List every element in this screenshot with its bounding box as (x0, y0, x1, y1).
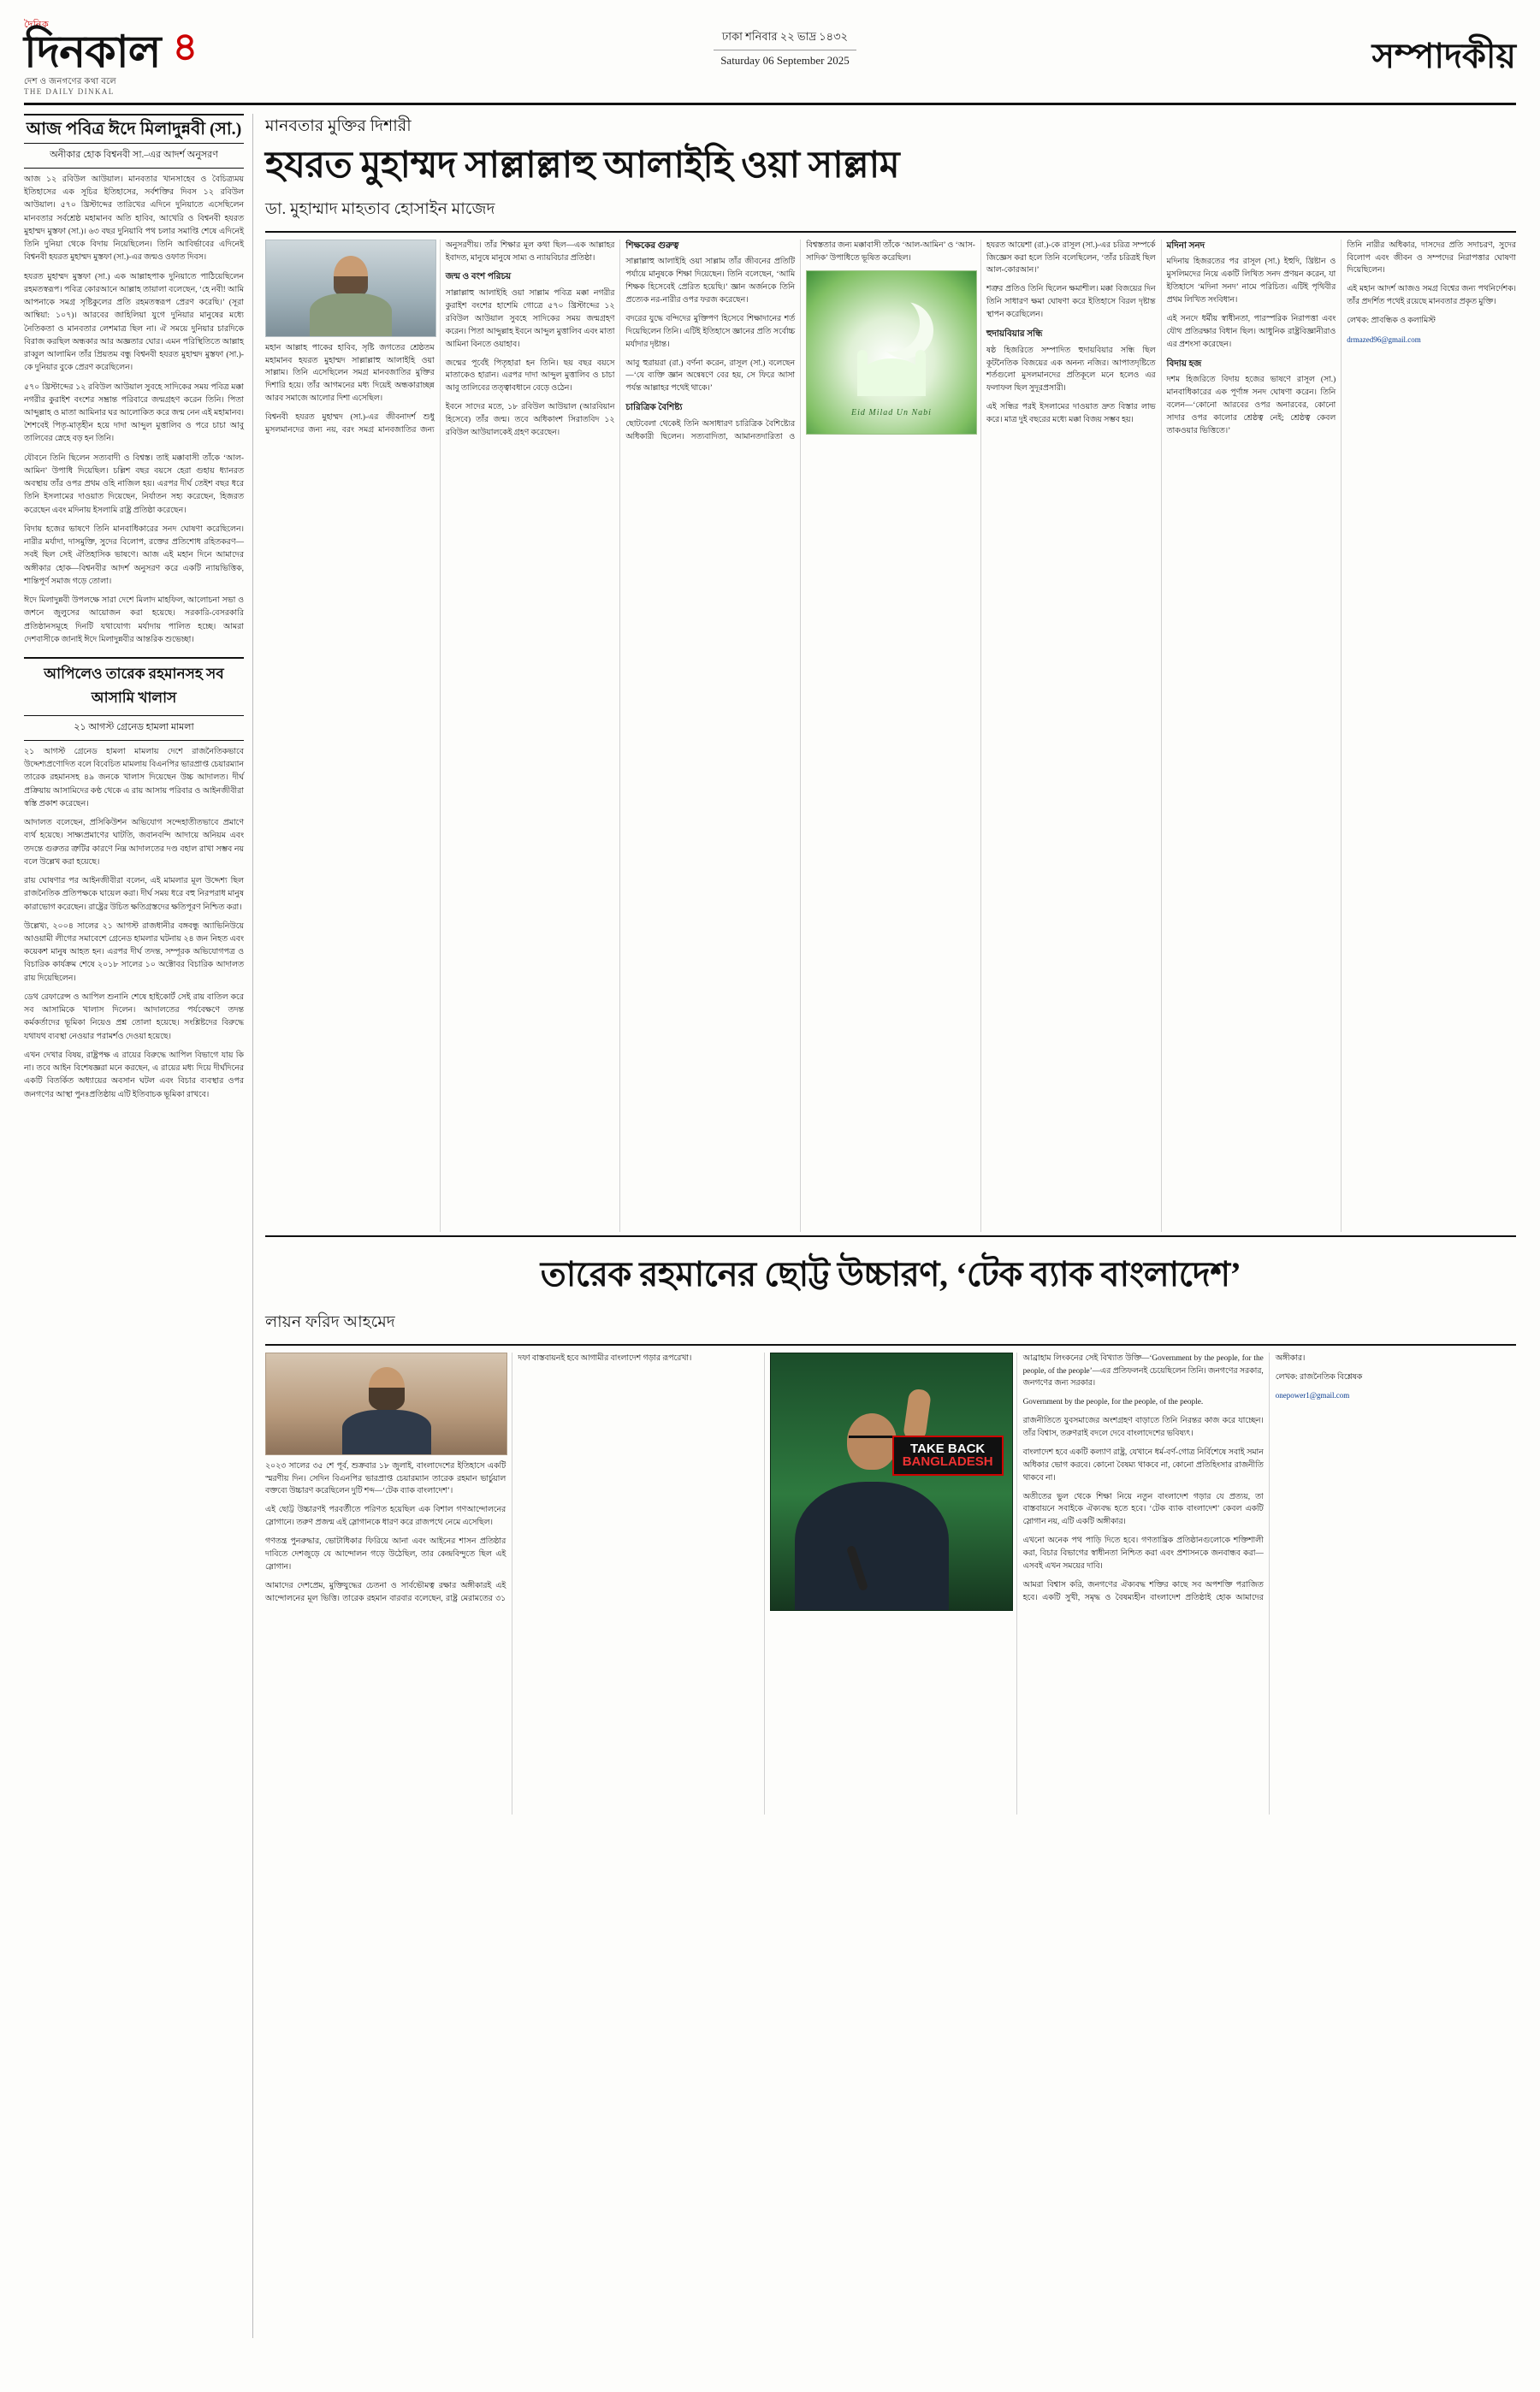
feature-top-headline: হযরত মুহাম্মদ সাল্লাল্লাহু আলাইহি ওয়া সাল্লাম (265, 145, 900, 186)
left-article1-body (24, 174, 244, 647)
logo-kicker: দৈনিক (24, 20, 50, 30)
feature-top (265, 114, 1516, 1232)
paragraph: আমরা বিশ্বাস করি, জনগণের ঐক্যবদ্ধ শক্তির কাছে সব অপশক্তি পরাজিত হবে। একটি সুখী, সমৃদ্ধ ও বৈষম্যহীন বাংলাদেশ প্রতিষ্ঠাই হোক আমাদের অঙ্গীকার। (1022, 1353, 1306, 1602)
subheading: শিক্ষকের গুরুত্ব (625, 240, 679, 251)
logo-english-name: THE DAILY DINKAL (24, 87, 115, 96)
masthead (24, 21, 1516, 105)
paragraph: অতীতের ভুল থেকে শিক্ষা নিয়ে নতুন বাংলাদেশ গড়ার যে প্রত্যয়, তা বাস্তবায়নে সবাইকে ঐক্যবদ্ধ হতে হবে। ‘টেক ব্যাক বাংলাদেশ’ কেবল একটি স্লোগান নয়, এটি একটি অঙ্গীকার। (1022, 1492, 1264, 1527)
author-email[interactable]: drmazed96@gmail.com (1347, 335, 1421, 344)
page-inner (24, 21, 1516, 2371)
page-number: ৪ (172, 25, 198, 68)
paragraph: মদিনায় হিজরতের পর রাসূল (সা.) ইহুদি, খ্রিষ্টান ও মুসলিমদের নিয়ে একটি লিখিত সনদ প্রণয়ন করেন, যা ইতিহাসে ‘মদিনা সনদ’ নামে পরিচিত। এটিই পৃথিবীর প্রথম লিখিত সংবিধান। (1166, 258, 1336, 305)
paragraph: বদরের যুদ্ধে বন্দিদের মুক্তিপণ হিসেবে শিক্ষাদানের শর্ত দিয়েছিলেন তিনি। এটিই ইতিহাসে জ্ঞানের প্রতি সর্বোচ্চ মর্যাদার দৃষ্টান্ত। (625, 314, 796, 349)
crescent-moon-icon (863, 295, 920, 352)
right-column (253, 114, 1516, 2338)
paragraph: বিশ্বনবী হযরত মুহাম্মদ (সা.)-এর জীবনাদর্শ শুধু মুসলমানদের জন্য নয়, বরং সমগ্র মানবজাতির জন্য অনুসরণীয়। তাঁর শিক্ষার মূল কথা ছিল—এক আল্লাহর ইবাদত, মানুষে মানুষে সাম্য ও ন্যায়বিচার প্রতিষ্ঠা। (265, 240, 615, 435)
mosque-dome-shape (860, 358, 923, 396)
feature-bottom (265, 1235, 1516, 1815)
portrait-body-shape (310, 293, 392, 337)
date-bangla: ঢাকা শনিবার ২২ ভাদ্র ১৪৩২ (714, 29, 856, 50)
author-email[interactable]: onepower1@gmail.com (1275, 1391, 1350, 1400)
section-title: সম্পাদকীয় (1371, 37, 1516, 75)
quote: Government by the people, for the people, of the people. (1022, 1398, 1204, 1407)
paragraph: উল্লেখ্য, ২০০৪ সালের ২১ আগস্ট রাজধানীর বঙ্গবন্ধু অ্যাভিনিউয়ে আওয়ামী লীগের সমাবেশে গ্রেনেড হামলার ঘটনায় ২৪ জন নিহত এবং কয়েকশ মানুষ আহত হন। এরপর দীর্ঘ তদন্ত, সম্পূরক অভিযোগপত্র ও বিচারিক কার্যক্রম শেষে ২০১৮ সালের ১০ অক্টোবর বিচারিক আদালত রায় দিয়েছিলেন। (24, 921, 244, 983)
paragraph: এই সন্ধির পরই ইসলামের দাওয়াত দ্রুত বিস্তার লাভ করে। মাত্র দুই বছরের মধ্যে মক্কা বিজয় সম্ভব হয়। (986, 403, 1156, 424)
paragraph: আবু হুরায়রা (রা.) বর্ণনা করেন, রাসূল (সা.) বলেছেন—‘যে ব্যক্তি জ্ঞান অন্বেষণে বের হয়, সে ফিরে আসা পর্যন্ত আল্লাহর পথেই থাকে।’ (625, 358, 796, 394)
feature-top-byline: ডা. মুহাম্মাদ মাহতাব হোসাইন মাজেদ (265, 197, 1516, 233)
feature-bottom-body (265, 1353, 1516, 1815)
paragraph: মহান আল্লাহ পাকের হাবিব, সৃষ্টি জগতের শ্রেষ্ঠতম মহামানব হযরত মুহাম্মদ সাল্লাল্লাহু আলাইহি ওয়া সাল্লাম। তিনি এসেছিলেন সমগ্র মানবজাতির মুক্তির দিশারি হয়ে। তাঁর আগমনের মধ্য দিয়েই অন্ধকারাচ্ছন্ন আরব সমাজে আলোর দিশা এসেছিল। (265, 343, 435, 404)
paragraph: দশম হিজরিতে বিদায় হজের ভাষণে রাসূল (সা.) মানবাধিকারের এক পূর্ণাঙ্গ সনদ ঘোষণা করেন। তিনি বলেন—‘কোনো আরবের ওপর অনারবের, কোনো সাদার ওপর কালোর শ্রেষ্ঠত্ব নেই; শ্রেষ্ঠত্ব কেবল তাকওয়ার ভিত্তিতে।’ (1166, 376, 1336, 435)
masthead-date-block (198, 21, 1371, 68)
subheading: জন্ম ও বংশ পরিচয় (445, 272, 512, 282)
paragraph: ২০২৩ সালের ৩৫ শে পূর্ব, শুক্রবার ১৮ জুলাই, বাংলাদেশের ইতিহাসে একটি স্মরণীয় দিন। সেদিন বিএনপির ভারপ্রাপ্ত চেয়ারম্যান তারেক রহমান ভার্চুয়াল বক্তব্যে উচ্চারণ করেছিলেন দুটি শব্দ—‘টেক ব্যাক বাংলাদেশ’। (265, 1461, 506, 1496)
logo-title: দিনকাল (24, 28, 161, 77)
feature-top-kicker: মানবতার মুক্তির দিশারী (265, 117, 412, 135)
paragraph: এই ছোট্ট উচ্চারণই পরবর্তীতে পরিণত হয়েছিল এক বিশাল গণআন্দোলনের স্লোগানে। তরুণ প্রজন্ম এই স্লোগানকে ধারণ করে রাজপথে নেমে এসেছিল। (265, 1506, 506, 1528)
left-column (24, 114, 253, 2338)
columnist-portrait-photo (265, 1353, 507, 1455)
portrait-beard-shape (369, 1388, 405, 1412)
masthead-left (24, 21, 198, 96)
speaker-body-shape (795, 1482, 949, 1610)
paragraph: বিদায় হজের ভাষণে তিনি মানবাধিকারের সনদ ঘোষণা করেছিলেন। নারীর মর্যাদা, দাসমুক্তি, সুদের বিলোপ, রক্তের প্রতিশোধ রহিতকরণ—সবই ছিল সেই ঐতিহাসিক ভাষণে। আজ এই মহান দিনে আমাদের অঙ্গীকার হোক—বিশ্বনবীর আদর্শ অনুসরণ করে একটি ন্যায়ভিত্তিক, শান্তিপূর্ণ সমাজ গড়ে তোলা। (24, 524, 244, 586)
paragraph: ইবনে সাদের মতে, ১৮ রবিউল আউয়াল (আরবিয়ান হিসেবে) তাঁর জন্ম। তবে অধিকাংশ সিরাতবিদ ১২ রবিউল আউয়ালকেই গ্রহণ করেছেন। (445, 403, 615, 437)
glasses-icon (849, 1436, 895, 1448)
subheading: মদিনা সনদ (1166, 240, 1205, 251)
date-english: Saturday 06 September 2025 (720, 54, 850, 67)
paragraph: আজ ১২ রবিউল আউয়াল। মানবতার খানসাহেব ও বৈচিত্র্যময় ইতিহাসের এক সূচির ইতিহাসের, সর্বশক্তির দিবস ১২ রবিউল আউয়াল। ৫৭০ খ্রিস্টাব্দের তারিখের এদিনে দুনিয়াতে এসেছিলেন মানবতার সর্বশ্রেষ্ঠ মহামানব অতি হাবিব, আখেরি ও বিশ্বনবী হযরত মুহাম্মদ মুস্তফা (সা.)। ৬৩ বছর দুনিয়াবি পথ চলার সমাপ্তি শেষে এদিনেই তিনি দুনিয়া থেকে বিদায় নিয়েছিলেন। তিনি আবির্ভাবের এদিনেই বিশ্বনবী হযরত মুহাম্মদ মুস্তফা (সা.)-এর জন্মও ওফাত দিবস। (24, 175, 244, 263)
paragraph: রায় ঘোষণার পর আইনজীবীরা বলেন, এই মামলার মূল উদ্দেশ্য ছিল রাজনৈতিক প্রতিপক্ষকে ঘায়েল করা। দীর্ঘ সময় ধরে বহু নিরপরাধ মানুষ কারাভোগ করেছেন। রাষ্ট্রের উচিত ক্ষতিগ্রস্তদের ক্ষতিপূরণ নিশ্চিত করা। (24, 877, 244, 912)
paragraph: সাল্লাল্লাহু আলাইহি ওয়া সাল্লাম তাঁর জীবনের প্রতিটি পর্যায়ে মানুষকে শিক্ষা দিয়েছেন। তিনি বলেছেন, ‘আমি শিক্ষক হিসেবেই প্রেরিত হয়েছি।’ জ্ঞান অর্জনকে তিনি প্রত্যেক নর-নারীর ওপর ফরজ করেছেন। (625, 258, 796, 305)
paragraph: ২১ আগস্ট গ্রেনেড হামলা মামলায় দেশে রাজনৈতিকভাবে উদ্দেশ্যপ্রণোদিত বলে বিবেচিত মামলায় বিএনপির ভারপ্রাপ্ত চেয়ারম্যান তারেক রহমানসহ ৪৯ জনকে খালাস দিয়েছেন উচ্চ আদালত। দীর্ঘ প্রক্রিয়ায় আসামিদের কণ্ঠ থেকে এ রায় আসায় পরিবার ও আইনজীবীরা স্বস্তি প্রকাশ করেছেন। (24, 747, 244, 808)
paragraph: ডেথ রেফারেন্স ও আপিল শুনানি শেষে হাইকোর্ট সেই রায় বাতিল করে সব আসামিকে খালাস দিলেন। আদালতের পর্যবেক্ষণে তদন্ত কর্মকর্তাদের ভূমিকা নিয়েও প্রশ্ন তোলা হয়েছে। সংশ্লিষ্টদের বিরুদ্ধে যথাযথ ব্যবস্থা নেওয়ার পরামর্শও দেওয়া হয়েছে। (24, 992, 244, 1041)
take-back-bangladesh-banner (892, 1436, 1004, 1477)
page-body (24, 114, 1516, 2338)
feature-top-body (265, 240, 1516, 1232)
left-article2-headline: আপিলেও তারেক রহমানসহ সব আসামি খালাস (24, 657, 244, 716)
banner-line-1: TAKE BACK (910, 1441, 986, 1456)
paragraph: তিনি নারীর অধিকার, দাসদের প্রতি সদাচরণ, সুদের বিলোপ এবং জীবন ও সম্পদের নিরাপত্তার ঘোষণা দিয়েছিলেন। (1347, 240, 1516, 275)
paragraph: এখন দেখার বিষয়, রাষ্ট্রপক্ষ এ রায়ের বিরুদ্ধে আপিল বিভাগে যায় কি না। তবে আইন বিশেষজ্ঞরা মনে করছেন, এ রায়ের মধ্য দিয়ে দীর্ঘদিনের একটি বিতর্কিত অধ্যায়ের অবসান ঘটল এবং বিচার ব্যবস্থার ওপর জনগণের আস্থা পুনঃপ্রতিষ্ঠায় এটি ইতিবাচক ভূমিকা রাখবে। (24, 1051, 244, 1099)
paragraph: গণতন্ত্র পুনরুদ্ধার, ভোটাধিকার ফিরিয়ে আনা এবং আইনের শাসন প্রতিষ্ঠার দাবিতে দেশজুড়ে যে আন্দোলন গড়ে উঠেছিল, তার কেন্দ্রবিন্দুতে ছিল এই স্লোগান। (265, 1537, 506, 1572)
left-article1-header (24, 114, 244, 144)
paragraph: হযরত আয়েশা (রা.)-কে রাসূল (সা.)-এর চরিত্র সম্পর্কে জিজ্ঞেস করা হলে তিনি বলেছিলেন, ‘তাঁর চরিত্রই ছিল আল-কোরআন।’ (986, 240, 1156, 275)
logo-tagline: দেশ ও জনগণের কথা বলে (24, 77, 116, 86)
left-article1-subhead: অনীকার হোক বিশ্বনবী সা.–এর আদর্শ অনুসরণ (24, 144, 244, 169)
paragraph: এই মহান আদর্শ আজও সমগ্র বিশ্বের জন্য পথনির্দেশক। তাঁর প্রদর্শিত পথেই রয়েছে মানবতার প্রকৃত মুক্তি। (1347, 285, 1516, 307)
paragraph: এই সনদে ধর্মীয় স্বাধীনতা, পারস্পরিক নিরাপত্তা এবং যৌথ প্রতিরক্ষার বিধান ছিল। আধুনিক রাষ্ট্রবিজ্ঞানীরাও এর প্রশংসা করেছেন। (1166, 314, 1336, 349)
left-article1-headline: আজ পবিত্র ঈদে মিলাদুন্নবী (সা.) (26, 120, 242, 139)
feature-bottom-headline: তারেক রহমানের ছোট্ট উচ্চারণ, ‘টেক ব্যাক বাংলাদেশ’ (540, 1254, 1241, 1294)
left-article2-body (24, 746, 244, 1102)
paragraph: শত্রুর প্রতিও তিনি ছিলেন ক্ষমাশীল। মক্কা বিজয়ের দিন তিনি সাধারণ ক্ষমা ঘোষণা করে ইতিহাসে বিরল দৃষ্টান্ত স্থাপন করেছিলেন। (986, 285, 1156, 320)
rally-speech-photo (770, 1353, 1012, 1611)
paragraph: আমাদের দেশপ্রেম, মুক্তিযুদ্ধের চেতনা ও সার্বভৌমত্ব রক্ষার অঙ্গীকারই এই আন্দোলনের মূল ভিত্তি। তারেক রহমান বারবার বলেছেন, রাষ্ট্র মেরামতের ৩১ দফা বাস্তবায়নই হবে আগামীর বাংলাদেশ গড়ার রূপরেখা। (265, 1353, 692, 1603)
newspaper-logo[interactable] (24, 21, 160, 96)
paragraph: আব্রাহাম লিংকনের সেই বিখ্যাত উক্তি—‘Government by the people, for the people, of the people’—এর প্রতিফলনই চেয়েছিলেন তিনি। জনগণের সরকার, জনগণের জন্য সরকার। (1022, 1353, 1264, 1388)
paragraph: আদালত বলেছেন, প্রসিকিউশন অভিযোগ সন্দেহাতীতভাবে প্রমাণে ব্যর্থ হয়েছে। সাক্ষ্যপ্রমাণের ঘাটতি, জবানবন্দি আদায়ে অনিয়ম এবং তদন্তে গুরুতর ত্রুটির কারণে নিম্ন আদালতের দণ্ড বহাল রাখা সম্ভব নয় বলে উল্লেখ করা হয়েছে। (24, 819, 244, 867)
paragraph: ৫৭০ খ্রিস্টাব্দের ১২ রবিউল আউয়াল সুবহে সাদিকের সময় পবিত্র মক্কা নগরীর কুরাইশ বংশের সম্ভ্রান্ত পরিবারে জন্মগ্রহণ করেন তিনি। পিতা আব্দুল্লাহ ও মাতা আমিনার ঘর আলোকিত করে জন্ম নেন এই মহামানব। শৈশবেই পিতৃ-মাতৃহীন হয়ে দাদা আব্দুল মুত্তালিব ও পরে চাচা আবু তালিবের স্নেহে বড় হন তিনি। (24, 382, 244, 444)
paragraph: বাংলাদেশ হবে একটি কল্যাণ রাষ্ট্র, যেখানে ধর্ম-বর্ণ-গোত্র নির্বিশেষে সবাই সমান অধিকার ভোগ করবে। কোনো বৈষম্য থাকবে না, কোনো প্রতিহিংসার রাজনীতি থাকবে না। (1022, 1448, 1264, 1483)
paragraph: ষষ্ঠ হিজরিতে সম্পাদিত হুদায়বিয়ার সন্ধি ছিল কূটনৈতিক বিজয়ের এক অনন্য নজির। আপাতদৃষ্টিতে শর্তগুলো মুসলমানদের প্রতিকূলে মনে হলেও এর ফলাফল ছিল সুদূরপ্রসারী। (986, 346, 1156, 394)
paragraph: ঈদে মিলাদুন্নবী উপলক্ষে সারা দেশে মিলাদ মাহফিল, আলোচনা সভা ও জশনে জুলুসের আয়োজন করা হয়েছে। সরকারি-বেসরকারি প্রতিষ্ঠানসমূহে দিনটি যথাযোগ্য মর্যাদায় পালিত হচ্ছে। আমরা দেশবাসীকে জানাই ঈদে মিলাদুন্নবীর আন্তরিক শুভেচ্ছা। (24, 596, 244, 644)
eid-greeting-image (806, 270, 977, 435)
paragraph: যৌবনে তিনি ছিলেন সত্যবাদী ও বিশ্বস্ত। তাই মক্কাবাসী তাঁকে ‘আল-আমিন’ উপাধি দিয়েছিল। চল্লিশ বছর বয়সে হেরা গুহায় ধ্যানরত অবস্থায় তাঁর ওপর প্রথম ওহি নাজিল হয়। এরপর দীর্ঘ তেইশ বছর ধরে তিনি ইসলামের দাওয়াত দিয়েছেন, নির্যাতন সহ্য করেছেন, হিজরত করেছেন এবং মদিনায় ইসলামি রাষ্ট্র প্রতিষ্ঠা করেছেন। (24, 453, 244, 515)
paragraph: রাজনীতিতে যুবসমাজের অংশগ্রহণ বাড়াতে তিনি নিরন্তর কাজ করে যাচ্ছেন। তাঁর বিশ্বাস, তরুণরাই বদলে দেবে বাংলাদেশের ভবিষ্যৎ। (1022, 1417, 1264, 1439)
subheading: চারিত্রিক বৈশিষ্ট্য (625, 403, 683, 413)
eid-card-caption: Eid Milad Un Nabi (850, 408, 932, 418)
paragraph: সাল্লাল্লাহু আলাইহি ওয়া সাল্লাম পবিত্র মক্কা নগরীর কুরাইশ বংশের হাশেমি গোত্রে ৫৭০ খ্রিস্টাব্দের ১২ রবিউল আউয়াল সুবহে সাদিকের সময় জন্মগ্রহণ করেন। পিতা আব্দুল্লাহ ইবনে আব্দুল মুত্তালিব এবং মাতা আমিনা বিনতে ওয়াহাব। (445, 289, 615, 349)
author-credit: লেখক: প্রাবন্ধিক ও কলামিস্ট (1347, 317, 1436, 326)
portrait-body-shape (342, 1410, 431, 1454)
raised-hand-shape (903, 1388, 932, 1442)
subheading: হুদায়বিয়ার সন্ধি (986, 329, 1043, 339)
author-portrait-photo (265, 240, 436, 337)
left-article2-subhead: ২১ আগস্ট গ্রেনেড হামলা মামলা (24, 716, 244, 741)
paragraph: এখনো অনেক পথ পাড়ি দিতে হবে। গণতান্ত্রিক প্রতিষ্ঠানগুলোকে শক্তিশালী করা, বিচার বিভাগের স্বাধীনতা নিশ্চিত করা এবং প্রশাসনকে জনবান্ধব করা—এসবই এখন সময়ের দাবি। (1022, 1536, 1264, 1571)
subheading: বিদায় হজ (1166, 358, 1202, 369)
paragraph: হযরত মুহাম্মদ মুস্তফা (সা.) এক আল্লাহপাক দুনিয়াতে পাঠিয়েছিলেন রহমতস্বরূপ। পবিত্র কোরআনে আল্লাহ তায়ালা বলেছেন, ‘হে নবী! আমি আপনাকে সমগ্র সৃষ্টিকুলের প্রতি রহমতস্বরূপ প্রেরণ করেছি।’ (সূরা আম্বিয়া: ১০৭)। আরবের জাহিলিয়া যুগে দুনিয়ার মানুষের মধ্যে নৈতিকতা ও মানবতার লেশমাত্র ছিল না। ঐ সময়ে দুনিয়ার চারদিকে বিরাজ করছিল অন্ধকার আর অজ্ঞতার ঘোর। এমন পরিস্থিতিতে আল্লাহ রাব্বুল আলামিন তাঁর প্রিয়তম বন্ধু বিশ্বনবী হযরত মুহাম্মদ মুস্তফা (সা.)-কে দুনিয়ার বুকে প্রেরণ করেছিলেন। (24, 272, 244, 373)
author-credit: লেখক: রাজনৈতিক বিশ্লেষক (1275, 1372, 1363, 1382)
paragraph: ছোটবেলা থেকেই তিনি অসাধারণ চারিত্রিক বৈশিষ্ট্যের অধিকারী ছিলেন। সত্যবাদিতা, আমানতদারিতা ও বিশ্বস্ততার জন্য মক্কাবাসী তাঁকে ‘আল-আমিন’ ও ‘আস-সাদিক’ উপাধিতে ভূষিত করেছিল। (625, 240, 975, 441)
banner-line-2: BANGLADESH (902, 1454, 993, 1470)
feature-bottom-byline: লায়ন ফরিদ আহমেদ (265, 1310, 1516, 1346)
paragraph: জন্মের পূর্বেই পিতৃহারা হন তিনি। ছয় বছর বয়সে মাতাকেও হারান। এরপর দাদা আব্দুল মুত্তালিব ও চাচা আবু তালিবের তত্ত্বাবধানে বেড়ে ওঠেন। (445, 358, 615, 394)
